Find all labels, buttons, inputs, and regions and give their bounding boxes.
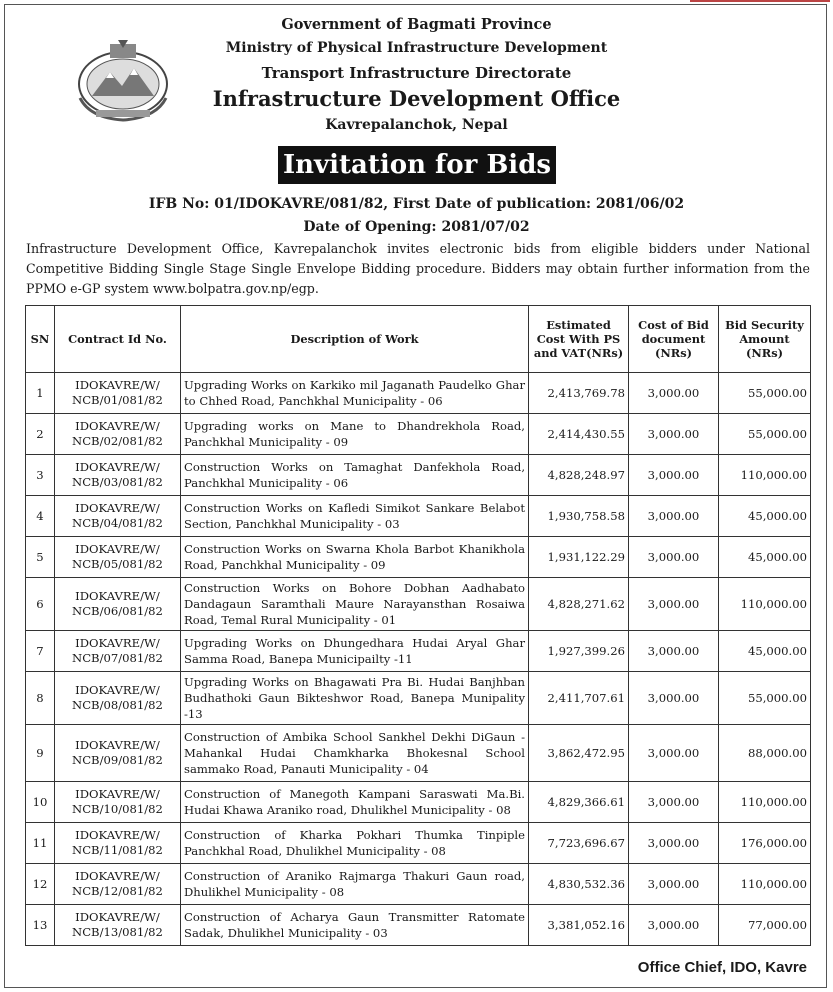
row-contract-id: IDOKAVRE/W/ NCB/09/081/82 <box>55 725 181 782</box>
row-contract-id: IDOKAVRE/W/ NCB/10/081/82 <box>55 782 181 823</box>
table-row <box>26 864 811 905</box>
row-bid-doc-cost: 3,000.00 <box>629 414 719 455</box>
row-bid-doc-cost: 3,000.00 <box>629 725 719 782</box>
row-sn: 2 <box>26 414 55 455</box>
row-sn: 4 <box>26 496 55 537</box>
bids-table <box>25 305 811 946</box>
top-edge-bar <box>690 0 830 2</box>
table-row <box>26 496 811 537</box>
row-estimated-cost: 2,413,769.78 <box>529 373 629 414</box>
row-bid-doc-cost: 3,000.00 <box>629 905 719 946</box>
row-contract-id: IDOKAVRE/W/ NCB/04/081/82 <box>55 496 181 537</box>
header-office: Infrastructure Development Office <box>212 86 621 111</box>
row-estimated-cost: 1,931,122.29 <box>529 537 629 578</box>
row-sn: 5 <box>26 537 55 578</box>
row-bid-doc-cost: 3,000.00 <box>629 496 719 537</box>
row-sn: 12 <box>26 864 55 905</box>
row-contract-id: IDOKAVRE/W/ NCB/05/081/82 <box>55 537 181 578</box>
header-government: Government of Bagmati Province <box>281 16 552 33</box>
row-estimated-cost: 2,414,430.55 <box>529 414 629 455</box>
row-bid-security: 110,000.00 <box>719 782 811 823</box>
row-contract-id: IDOKAVRE/W/ NCB/13/081/82 <box>55 905 181 946</box>
row-bid-security: 55,000.00 <box>719 672 811 725</box>
row-sn: 11 <box>26 823 55 864</box>
row-description: Construction Works on Kafledi Simikot Sankare Belabot Section, Panchkhal Municipality - 03 <box>181 496 529 537</box>
header-bid-security: Bid Security Amount (NRs) <box>719 306 811 373</box>
row-estimated-cost: 1,927,399.26 <box>529 631 629 672</box>
table-row <box>26 631 811 672</box>
row-description: Construction Works on Tamaghat Danfekhola Road, Panchkhal Municipality - 06 <box>181 455 529 496</box>
table-header-row <box>26 306 811 373</box>
table-row <box>26 414 811 455</box>
row-sn: 8 <box>26 672 55 725</box>
row-description: Upgrading Works on Dhungedhara Hudai Aryal Ghar Samma Road, Banepa Municipailty -11 <box>181 631 529 672</box>
row-sn: 7 <box>26 631 55 672</box>
row-contract-id: IDOKAVRE/W/ NCB/02/081/82 <box>55 414 181 455</box>
row-contract-id: IDOKAVRE/W/ NCB/12/081/82 <box>55 864 181 905</box>
row-estimated-cost: 7,723,696.67 <box>529 823 629 864</box>
row-contract-id: IDOKAVRE/W/ NCB/11/081/82 <box>55 823 181 864</box>
ifb-number: IFB No: 01/IDOKAVRE/081/82, First Date of publication: 2081/06/02 <box>148 196 685 212</box>
row-description: Construction Works on Bohore Dobhan Aadhabato Dandagaun Saramthali Maure Narayansthan Rosaiwa Road, Temal Rural Municipality - 01 <box>181 578 529 631</box>
row-description: Upgrading Works on Bhagawati Pra Bi. Hudai Banjhban Budhathoki Gaun Bikteshwor Road, Banepa Munipality -13 <box>181 672 529 725</box>
header-sn: SN <box>26 306 55 373</box>
row-bid-doc-cost: 3,000.00 <box>629 578 719 631</box>
row-bid-doc-cost: 3,000.00 <box>629 631 719 672</box>
table-row <box>26 672 811 725</box>
row-bid-security: 55,000.00 <box>719 373 811 414</box>
row-bid-security: 55,000.00 <box>719 414 811 455</box>
row-bid-doc-cost: 3,000.00 <box>629 823 719 864</box>
row-sn: 10 <box>26 782 55 823</box>
row-bid-security: 45,000.00 <box>719 496 811 537</box>
row-estimated-cost: 2,411,707.61 <box>529 672 629 725</box>
row-sn: 13 <box>26 905 55 946</box>
header-ministry: Ministry of Physical Infrastructure Development <box>225 40 608 56</box>
row-bid-doc-cost: 3,000.00 <box>629 537 719 578</box>
row-description: Construction Works on Swarna Khola Barbot Khanikhola Road, Panchkhal Municipality - 09 <box>181 537 529 578</box>
notice-title: Invitation for Bids <box>278 146 556 184</box>
row-bid-security: 176,000.00 <box>719 823 811 864</box>
row-description: Construction of Acharya Gaun Transmitter Ratomate Sadak, Dhulikhel Municipality - 03 <box>181 905 529 946</box>
row-bid-security: 110,000.00 <box>719 455 811 496</box>
row-description: Upgrading works on Mane to Dhandrekhola Road, Panchkhal Municipality - 09 <box>181 414 529 455</box>
table-row <box>26 823 811 864</box>
table-row <box>26 537 811 578</box>
row-contract-id: IDOKAVRE/W/ NCB/01/081/82 <box>55 373 181 414</box>
header-description: Description of Work <box>181 306 529 373</box>
row-bid-security: 88,000.00 <box>719 725 811 782</box>
row-bid-security: 45,000.00 <box>719 537 811 578</box>
header-bid-doc-cost: Cost of Bid document (NRs) <box>629 306 719 373</box>
row-bid-security: 77,000.00 <box>719 905 811 946</box>
row-estimated-cost: 4,829,366.61 <box>529 782 629 823</box>
row-estimated-cost: 4,830,532.36 <box>529 864 629 905</box>
row-contract-id: IDOKAVRE/W/ NCB/03/081/82 <box>55 455 181 496</box>
row-description: Construction of Kharka Pokhari Thumka Tinpiple Panchkhal Road, Dhulikhel Municipality - 08 <box>181 823 529 864</box>
opening-date: Date of Opening: 2081/07/02 <box>303 219 530 235</box>
table-row <box>26 578 811 631</box>
table-row <box>26 455 811 496</box>
row-estimated-cost: 3,381,052.16 <box>529 905 629 946</box>
row-bid-security: 110,000.00 <box>719 864 811 905</box>
row-description: Construction of Araniko Rajmarga Thakuri Gaun road, Dhulikhel Municipality - 08 <box>181 864 529 905</box>
row-bid-doc-cost: 3,000.00 <box>629 455 719 496</box>
row-bid-doc-cost: 3,000.00 <box>629 864 719 905</box>
row-description: Construction of Ambika School Sankhel Dekhi DiGaun -Mahankal Hudai Chamkharka Bhokesnal School sammako Road, Panauti Municipality - 04 <box>181 725 529 782</box>
row-bid-doc-cost: 3,000.00 <box>629 782 719 823</box>
row-contract-id: IDOKAVRE/W/ NCB/06/081/82 <box>55 578 181 631</box>
header-estimated-cost: Estimated Cost With PS and VAT(NRs) <box>529 306 629 373</box>
header-location: Kavrepalanchok, Nepal <box>325 117 508 133</box>
header-contract-id: Contract Id No. <box>55 306 181 373</box>
row-bid-security: 45,000.00 <box>719 631 811 672</box>
row-description: Upgrading Works on Karkiko mil Jaganath Paudelko Ghar to Chhed Road, Panchkhal Municipality - 06 <box>181 373 529 414</box>
row-bid-doc-cost: 3,000.00 <box>629 373 719 414</box>
intro-paragraph: Infrastructure Development Office, Kavrepalanchok invites electronic bids from eligible bidders under National Competitive Bidding Single Stage Single Envelope Bidding procedure. Bidders may obtain further information from the PPMO e-GP system www.bolpatra.gov.np/egp. <box>26 241 810 296</box>
table-row <box>26 782 811 823</box>
table-row <box>26 725 811 782</box>
row-sn: 6 <box>26 578 55 631</box>
row-estimated-cost: 3,862,472.95 <box>529 725 629 782</box>
row-estimated-cost: 4,828,271.62 <box>529 578 629 631</box>
signature: Office Chief, IDO, Kavre <box>637 959 807 976</box>
table-row <box>26 373 811 414</box>
table-row <box>26 905 811 946</box>
row-sn: 9 <box>26 725 55 782</box>
row-bid-security: 110,000.00 <box>719 578 811 631</box>
row-sn: 3 <box>26 455 55 496</box>
row-contract-id: IDOKAVRE/W/ NCB/07/081/82 <box>55 631 181 672</box>
header-directorate: Transport Infrastructure Directorate <box>261 64 572 82</box>
row-sn: 1 <box>26 373 55 414</box>
row-estimated-cost: 1,930,758.58 <box>529 496 629 537</box>
row-contract-id: IDOKAVRE/W/ NCB/08/081/82 <box>55 672 181 725</box>
row-description: Construction of Manegoth Kampani Saraswati Ma.Bi. Hudai Khawa Araniko road, Dhulikhel Municipality - 08 <box>181 782 529 823</box>
row-bid-doc-cost: 3,000.00 <box>629 672 719 725</box>
row-estimated-cost: 4,828,248.97 <box>529 455 629 496</box>
